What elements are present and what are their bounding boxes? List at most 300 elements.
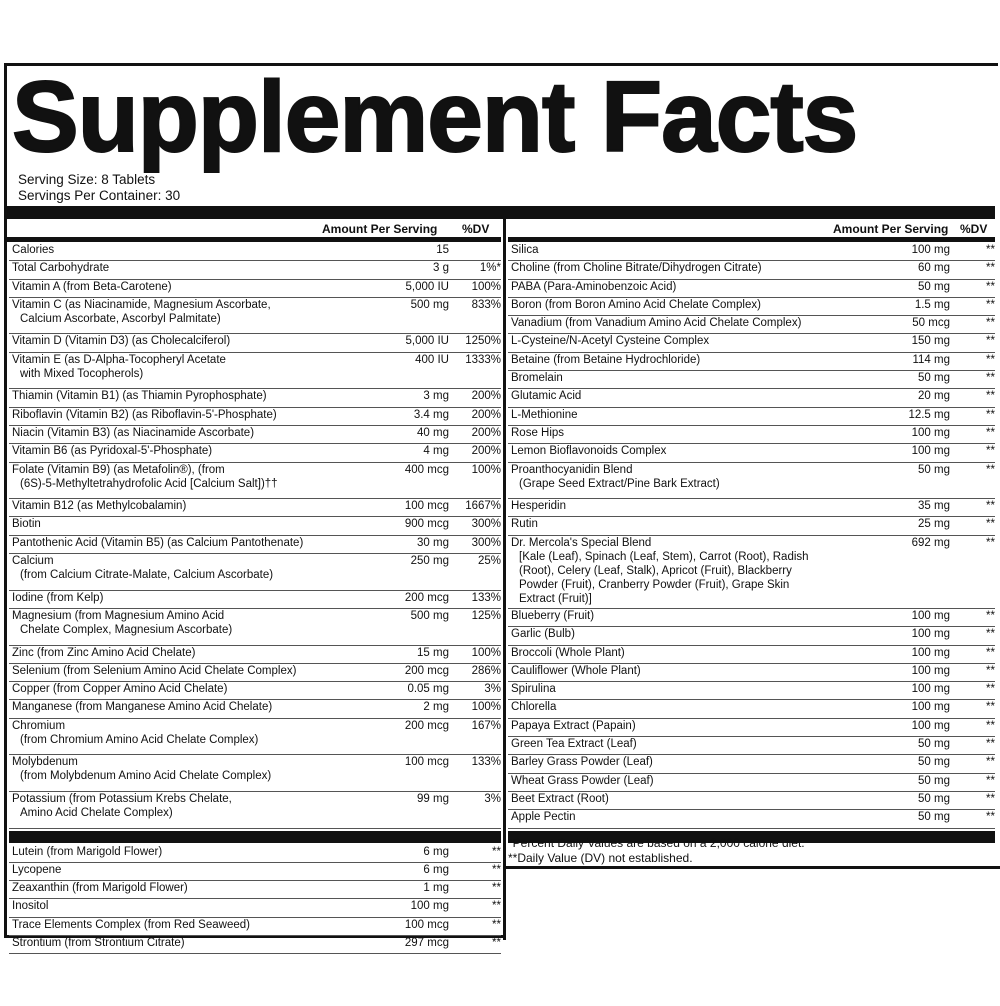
nutrient-name xyxy=(9,463,359,499)
nutrient-amount: 297 mcg xyxy=(404,936,449,949)
nutrient-name xyxy=(9,700,359,717)
nutrient-dv: ** xyxy=(986,609,995,622)
nutrient-amount: 200 mcg xyxy=(404,719,449,732)
nutrient-label: Trace Elements Complex (from Red Seaweed) xyxy=(12,918,250,931)
nutrient-amount: 114 mg xyxy=(912,353,950,366)
nutrient-label: Hesperidin xyxy=(511,500,566,513)
nutrient-label: Magnesium (from Magnesium Amino Acid xyxy=(12,609,225,622)
nutrient-dv: ** xyxy=(986,536,995,549)
nutrient-row xyxy=(508,280,995,298)
nutrient-label: Pantothenic Acid (Vitamin B5) (as Calcium Pantothenate) xyxy=(12,536,304,549)
nutrient-row xyxy=(508,627,995,645)
nutrient-label: Calcium xyxy=(12,555,54,568)
nutrient-label: Beet Extract (Root) xyxy=(511,792,609,805)
nutrient-dv: ** xyxy=(986,408,995,421)
nutrient-name xyxy=(9,408,359,425)
nutrient-name xyxy=(508,700,850,717)
nutrient-row xyxy=(9,609,501,646)
nutrient-label: Proanthocyanidin Blend xyxy=(511,463,633,476)
nutrient-label: Manganese (from Manganese Amino Acid Chelate) xyxy=(12,701,273,714)
section-bar xyxy=(9,831,501,843)
nutrient-row xyxy=(508,499,995,517)
nutrient-amount: 900 mcg xyxy=(404,518,449,531)
nutrient-dv: 100% xyxy=(471,463,501,476)
column-divider xyxy=(503,219,506,869)
nutrient-label: Niacin (Vitamin B3) (as Niacinamide Ascorbate) xyxy=(12,426,255,439)
nutrient-label: Vitamin D (Vitamin D3) (as Cholecalciferol) xyxy=(12,335,231,348)
nutrient-name xyxy=(508,389,850,406)
nutrient-amount: 30 mg xyxy=(417,536,449,549)
nutrient-amount: 100 mcg xyxy=(404,756,449,769)
nutrient-label: Biotin xyxy=(12,518,41,531)
nutrient-row xyxy=(9,243,501,261)
nutrient-dv xyxy=(449,243,501,260)
nutrient-amount: 4 mg xyxy=(423,445,449,458)
nutrient-label: Rose Hips xyxy=(511,426,565,439)
nutrient-row xyxy=(508,334,995,352)
page-title: Supplement Facts xyxy=(12,61,858,173)
nutrient-dv: ** xyxy=(986,719,995,732)
nutrient-label: Vanadium (from Vanadium Amino Acid Chelate Complex) xyxy=(511,317,802,330)
nutrient-row xyxy=(9,389,501,407)
nutrient-name xyxy=(508,719,850,736)
nutrient-dv: ** xyxy=(986,683,995,696)
nutrient-amount: 50 mg xyxy=(918,756,950,769)
nutrient-label: Lycopene xyxy=(12,863,62,876)
serving-size: Serving Size: 8 Tablets xyxy=(18,172,156,187)
nutrient-row xyxy=(9,517,501,535)
nutrient-dv: ** xyxy=(986,445,995,458)
nutrient-amount: 50 mg xyxy=(918,774,950,787)
nutrient-row xyxy=(9,682,501,700)
nutrient-amount: 50 mg xyxy=(918,463,950,476)
nutrient-dv: ** xyxy=(492,845,501,858)
nutrient-dv: ** xyxy=(986,628,995,641)
nutrient-dv: 300% xyxy=(471,518,501,531)
nutrient-row xyxy=(508,353,995,371)
nutrient-row xyxy=(508,408,995,426)
nutrient-name xyxy=(9,280,359,297)
nutrient-label: Barley Grass Powder (Leaf) xyxy=(511,756,653,769)
nutrient-name xyxy=(508,334,850,351)
nutrient-label: Dr. Mercola's Special Blend xyxy=(511,536,652,549)
nutrient-label: Silica xyxy=(511,244,539,256)
nutrient-label: PABA (Para-Aminobenzoic Acid) xyxy=(511,280,677,293)
nutrient-amount: 100 mg xyxy=(911,701,950,714)
nutrient-amount: 200 mcg xyxy=(404,591,449,604)
nutrient-dv: 3% xyxy=(484,683,501,696)
nutrient-amount: 99 mg xyxy=(417,792,449,805)
nutrient-source: with Mixed Tocopherols) xyxy=(20,367,144,380)
nutrient-row xyxy=(9,700,501,718)
nutrient-amount: 692 mg xyxy=(911,536,950,549)
nutrient-label: Vitamin C (as Niacinamide, Magnesium Ascorbate, xyxy=(12,298,271,311)
nutrient-amount: 50 mg xyxy=(918,372,950,385)
thick-rule xyxy=(7,206,995,219)
nutrient-row xyxy=(508,463,995,500)
nutrient-amount: 1.5 mg xyxy=(914,298,950,311)
nutrient-row xyxy=(508,719,995,737)
nutrient-dv: 133% xyxy=(471,591,501,604)
nutrient-dv: ** xyxy=(986,262,995,275)
nutrient-row xyxy=(508,298,995,316)
nutrient-label: Thiamin (Vitamin B1) (as Thiamin Pyrophosphate) xyxy=(12,390,267,403)
nutrient-name xyxy=(508,243,850,260)
nutrient-label: Zinc (from Zinc Amino Acid Chelate) xyxy=(12,646,196,659)
nutrient-row xyxy=(9,719,501,756)
nutrient-row xyxy=(508,609,995,627)
nutrient-label: Wheat Grass Powder (Leaf) xyxy=(511,774,654,787)
nutrient-row xyxy=(9,334,501,352)
nutrient-label: Cauliflower (Whole Plant) xyxy=(511,664,641,677)
nutrient-label: Spirulina xyxy=(511,683,556,696)
nutrient-row xyxy=(508,810,995,828)
nutrient-row xyxy=(508,243,995,261)
nutrient-amount: 500 mg xyxy=(410,609,449,622)
nutrient-source: (from Chromium Amino Acid Chelate Complex) xyxy=(20,733,259,746)
nutrient-label: L-Methionine xyxy=(511,408,578,421)
nutrient-name xyxy=(508,280,850,297)
nutrient-name xyxy=(9,863,359,880)
nutrient-amount: 2 mg xyxy=(423,701,449,714)
nutrient-label: Chromium xyxy=(12,719,66,732)
nutrient-amount: 400 mcg xyxy=(404,463,449,476)
nutrient-label: Choline (from Choline Bitrate/Dihydrogen Citrate) xyxy=(511,262,762,275)
nutrient-amount: 100 mg xyxy=(911,445,950,458)
nutrient-name xyxy=(508,774,850,791)
nutrient-row xyxy=(9,444,501,462)
nutrient-source: (Grape Seed Extract/Pine Bark Extract) xyxy=(519,477,720,490)
nutrient-amount: 100 mg xyxy=(911,683,950,696)
nutrient-name xyxy=(508,609,850,626)
nutrient-dv: ** xyxy=(986,500,995,513)
nutrient-dv: ** xyxy=(986,426,995,439)
nutrient-amount: 25 mg xyxy=(918,518,950,531)
nutrient-amount: 12.5 mg xyxy=(908,408,950,421)
nutrient-row xyxy=(9,298,501,335)
right-nutrient-table xyxy=(508,243,995,845)
nutrient-dv: 100% xyxy=(471,701,501,714)
nutrient-row xyxy=(508,682,995,700)
panel-divider xyxy=(503,866,506,940)
nutrient-amount: 100 mg xyxy=(410,900,449,913)
nutrient-name xyxy=(508,682,850,699)
nutrient-row xyxy=(9,408,501,426)
nutrient-label: Betaine (from Betaine Hydrochloride) xyxy=(511,353,701,366)
nutrient-name xyxy=(508,792,850,809)
nutrient-amount: 40 mg xyxy=(417,426,449,439)
nutrient-amount: 100 mg xyxy=(911,244,950,256)
nutrient-amount: 100 mg xyxy=(911,628,950,641)
nutrient-label: Riboflavin (Vitamin B2) (as Riboflavin-5'-Phosphate) xyxy=(12,408,277,421)
nutrient-row xyxy=(9,936,501,954)
nutrient-row xyxy=(508,664,995,682)
nutrient-amount: 20 mg xyxy=(918,390,950,403)
nutrient-name xyxy=(508,408,850,425)
nutrient-source: Amino Acid Chelate Complex) xyxy=(20,806,173,819)
nutrient-amount: 15 xyxy=(436,244,449,256)
nutrient-name xyxy=(9,682,359,699)
nutrient-amount: 250 mg xyxy=(410,555,449,568)
nutrient-row xyxy=(508,755,995,773)
nutrient-row xyxy=(508,261,995,279)
nutrient-row xyxy=(9,261,501,279)
nutrient-label: Garlic (Bulb) xyxy=(511,628,575,641)
nutrient-dv: ** xyxy=(492,863,501,876)
nutrient-name xyxy=(508,426,850,443)
nutrient-row xyxy=(9,536,501,554)
nutrient-row xyxy=(9,353,501,390)
nutrient-amount: 50 mg xyxy=(918,738,950,751)
nutrient-row xyxy=(508,700,995,718)
nutrient-dv: ** xyxy=(986,298,995,311)
nutrient-name xyxy=(9,591,359,608)
nutrient-name xyxy=(508,316,850,333)
nutrient-dv: ** xyxy=(492,918,501,931)
nutrient-dv: ** xyxy=(986,664,995,677)
nutrient-label: Green Tea Extract (Leaf) xyxy=(511,738,637,751)
nutrient-amount: 200 mcg xyxy=(404,664,449,677)
nutrient-source: Chelate Complex, Magnesium Ascorbate) xyxy=(20,623,233,636)
nutrient-name xyxy=(9,755,359,791)
nutrient-name xyxy=(9,334,359,351)
nutrient-dv: ** xyxy=(986,738,995,751)
nutrient-label: Zeaxanthin (from Marigold Flower) xyxy=(12,882,188,895)
nutrient-amount: 100 mg xyxy=(911,646,950,659)
footnote-dv: *Percent Daily Values are based on a 2,000 calorie diet. xyxy=(508,836,805,850)
nutrient-dv: 286% xyxy=(471,664,501,677)
nutrient-amount: 50 mg xyxy=(918,280,950,293)
nutrient-name xyxy=(508,353,850,370)
nutrient-dv: ** xyxy=(492,882,501,895)
nutrient-amount: 50 mcg xyxy=(912,317,950,330)
nutrient-dv: ** xyxy=(986,756,995,769)
nutrient-name xyxy=(508,810,850,827)
nutrient-amount: 100 mcg xyxy=(404,918,449,931)
nutrient-amount: 6 mg xyxy=(423,863,449,876)
nutrient-name xyxy=(9,444,359,461)
nutrient-dv: 300% xyxy=(471,536,501,549)
nutrient-amount: 100 mg xyxy=(911,426,950,439)
nutrient-dv: 100% xyxy=(471,646,501,659)
nutrient-row xyxy=(9,426,501,444)
nutrient-dv: 1%* xyxy=(479,262,501,275)
nutrient-amount: 60 mg xyxy=(918,262,950,275)
nutrient-label: Calories xyxy=(12,244,55,256)
nutrient-source: (from Molybdenum Amino Acid Chelate Complex) xyxy=(20,770,272,783)
nutrient-source: Calcium Ascorbate, Ascorbyl Palmitate) xyxy=(20,312,221,325)
nutrient-label: Glutamic Acid xyxy=(511,390,582,403)
nutrient-name xyxy=(9,899,359,916)
nutrient-label: Selenium (from Selenium Amino Acid Chelate Complex) xyxy=(12,664,297,677)
nutrient-amount: 0.05 mg xyxy=(407,683,449,696)
nutrient-name xyxy=(508,499,850,516)
nutrient-dv: ** xyxy=(986,244,995,256)
nutrient-label: L-Cysteine/N-Acetyl Cysteine Complex xyxy=(511,335,710,348)
nutrient-row xyxy=(508,646,995,664)
nutrient-label: Apple Pectin xyxy=(511,811,576,824)
nutrient-dv: ** xyxy=(986,811,995,824)
nutrient-amount: 15 mg xyxy=(417,646,449,659)
nutrient-name xyxy=(508,444,850,461)
nutrient-name xyxy=(9,261,359,278)
nutrient-name xyxy=(9,554,359,590)
nutrient-amount: 6 mg xyxy=(423,845,449,858)
nutrient-row xyxy=(508,444,995,462)
footnote-not-established: **Daily Value (DV) not established. xyxy=(508,851,693,865)
nutrient-dv: 200% xyxy=(471,445,501,458)
nutrient-name xyxy=(9,918,359,935)
nutrient-dv: ** xyxy=(492,936,501,949)
nutrient-name xyxy=(508,627,850,644)
nutrient-dv: 125% xyxy=(471,609,501,622)
nutrient-label: Folate (Vitamin B9) (as Metafolin®), (from xyxy=(12,463,225,476)
nutrient-row xyxy=(9,280,501,298)
nutrient-row xyxy=(9,499,501,517)
nutrient-amount: 3 g xyxy=(433,262,449,275)
nutrient-dv: ** xyxy=(986,646,995,659)
nutrient-amount: 35 mg xyxy=(918,500,950,513)
nutrient-dv: 1667% xyxy=(465,500,501,513)
nutrient-name xyxy=(9,936,359,953)
nutrient-name xyxy=(508,371,850,388)
nutrient-name xyxy=(9,536,359,553)
nutrient-label: Strontium (from Strontium Citrate) xyxy=(12,936,185,949)
nutrient-amount: 100 mg xyxy=(911,719,950,732)
amount-header-right: Amount Per Serving xyxy=(833,222,949,236)
nutrient-label: Total Carbohydrate xyxy=(12,262,110,275)
nutrient-name xyxy=(9,517,359,534)
nutrient-amount: 100 mcg xyxy=(404,500,449,513)
header-rule-right xyxy=(508,237,995,242)
left-nutrient-table xyxy=(9,243,501,954)
nutrient-dv: 200% xyxy=(471,426,501,439)
nutrient-dv: ** xyxy=(986,701,995,714)
nutrient-source: (6S)-5-Methyltetrahydrofolic Acid [Calcium Salt])†† xyxy=(20,477,278,490)
nutrient-row xyxy=(508,426,995,444)
nutrient-name xyxy=(508,463,850,499)
nutrient-row xyxy=(508,517,995,535)
nutrient-label: Copper (from Copper Amino Acid Chelate) xyxy=(12,683,228,696)
nutrient-name xyxy=(508,517,850,534)
nutrient-dv: ** xyxy=(492,900,501,913)
nutrient-source: [Kale (Leaf), Spinach (Leaf, Stem), Carrot (Root), Radish (Root), Celery (Leaf, Stalk), Apricot (Fruit), Blackberry Powder (Fruit), Cranberry Powder (Fruit), Grape Skin Extract (Fruit)] xyxy=(519,550,809,605)
nutrient-name xyxy=(508,664,850,681)
nutrient-row xyxy=(9,664,501,682)
nutrient-dv: 3% xyxy=(484,792,501,805)
nutrient-label: Vitamin B6 (as Pyridoxal-5'-Phosphate) xyxy=(12,445,213,458)
nutrient-label: Papaya Extract (Papain) xyxy=(511,719,636,732)
nutrient-row xyxy=(9,646,501,664)
servings-per-container: Servings Per Container: 30 xyxy=(18,188,181,203)
nutrient-row xyxy=(508,316,995,334)
nutrient-amount: 500 mg xyxy=(410,298,449,311)
nutrient-dv: 1250% xyxy=(465,335,501,348)
nutrient-row xyxy=(508,774,995,792)
nutrient-row xyxy=(508,737,995,755)
nutrient-row xyxy=(508,792,995,810)
nutrient-name xyxy=(508,646,850,663)
nutrient-name xyxy=(9,389,359,406)
nutrient-name xyxy=(9,719,359,755)
nutrient-dv: ** xyxy=(986,335,995,348)
amount-header-left: Amount Per Serving xyxy=(322,222,438,236)
nutrient-dv: 1333% xyxy=(465,353,501,366)
panel-notch xyxy=(503,866,1000,1006)
nutrient-name xyxy=(9,243,359,260)
nutrient-name xyxy=(9,499,359,516)
header-rule-left xyxy=(7,237,501,242)
nutrient-dv: 200% xyxy=(471,390,501,403)
nutrient-name xyxy=(508,261,850,278)
nutrient-source: (from Calcium Citrate-Malate, Calcium Ascorbate) xyxy=(20,569,274,582)
nutrient-name xyxy=(508,737,850,754)
nutrient-amount: 3.4 mg xyxy=(413,408,449,421)
nutrient-label: Inositol xyxy=(12,900,49,913)
dv-header-left: %DV xyxy=(462,222,490,236)
nutrient-amount: 5,000 IU xyxy=(405,335,449,348)
nutrient-name xyxy=(9,792,359,828)
nutrient-amount: 3 mg xyxy=(423,390,449,403)
nutrient-label: Potassium (from Potassium Krebs Chelate, xyxy=(12,792,232,805)
nutrient-dv: ** xyxy=(986,280,995,293)
panel-bottom-rule xyxy=(503,866,1000,869)
nutrient-amount: 50 mg xyxy=(918,811,950,824)
nutrient-name xyxy=(9,664,359,681)
nutrient-amount: 5,000 IU xyxy=(405,280,449,293)
nutrient-row xyxy=(508,389,995,407)
nutrient-label: Blueberry (Fruit) xyxy=(511,609,595,622)
nutrient-dv: ** xyxy=(986,372,995,385)
nutrient-amount: 100 mg xyxy=(911,664,950,677)
nutrient-dv: 200% xyxy=(471,408,501,421)
nutrient-label: Lemon Bioflavonoids Complex xyxy=(511,445,667,458)
nutrient-dv: 100% xyxy=(471,280,501,293)
nutrient-name xyxy=(9,609,359,645)
nutrient-label: Rutin xyxy=(511,518,538,531)
nutrient-name xyxy=(508,536,850,608)
nutrient-amount: 100 mg xyxy=(911,609,950,622)
nutrient-row xyxy=(9,463,501,500)
nutrient-name xyxy=(508,298,850,315)
nutrient-row xyxy=(508,371,995,389)
nutrient-amount: 150 mg xyxy=(911,335,950,348)
nutrient-label: Vitamin B12 (as Methylcobalamin) xyxy=(12,500,187,513)
nutrient-dv: ** xyxy=(986,463,995,476)
nutrient-dv: 133% xyxy=(471,756,501,769)
nutrient-label: Lutein (from Marigold Flower) xyxy=(12,845,163,858)
nutrient-row xyxy=(9,845,501,863)
nutrient-row xyxy=(9,881,501,899)
nutrient-amount: 400 IU xyxy=(415,353,449,366)
nutrient-dv: 833% xyxy=(471,298,501,311)
nutrient-dv: ** xyxy=(986,792,995,805)
nutrient-row xyxy=(9,554,501,591)
nutrient-row xyxy=(9,863,501,881)
dv-header-right: %DV xyxy=(960,222,988,236)
nutrient-name xyxy=(9,353,359,389)
nutrient-row xyxy=(9,918,501,936)
nutrient-label: Chlorella xyxy=(511,701,557,714)
nutrient-name xyxy=(9,845,359,862)
nutrient-dv: ** xyxy=(986,317,995,330)
nutrient-label: Molybdenum xyxy=(12,756,78,769)
nutrient-label: Vitamin A (from Beta-Carotene) xyxy=(12,280,172,293)
nutrient-dv: ** xyxy=(986,518,995,531)
nutrient-name xyxy=(9,646,359,663)
nutrient-amount: 1 mg xyxy=(423,882,449,895)
nutrient-row xyxy=(9,591,501,609)
